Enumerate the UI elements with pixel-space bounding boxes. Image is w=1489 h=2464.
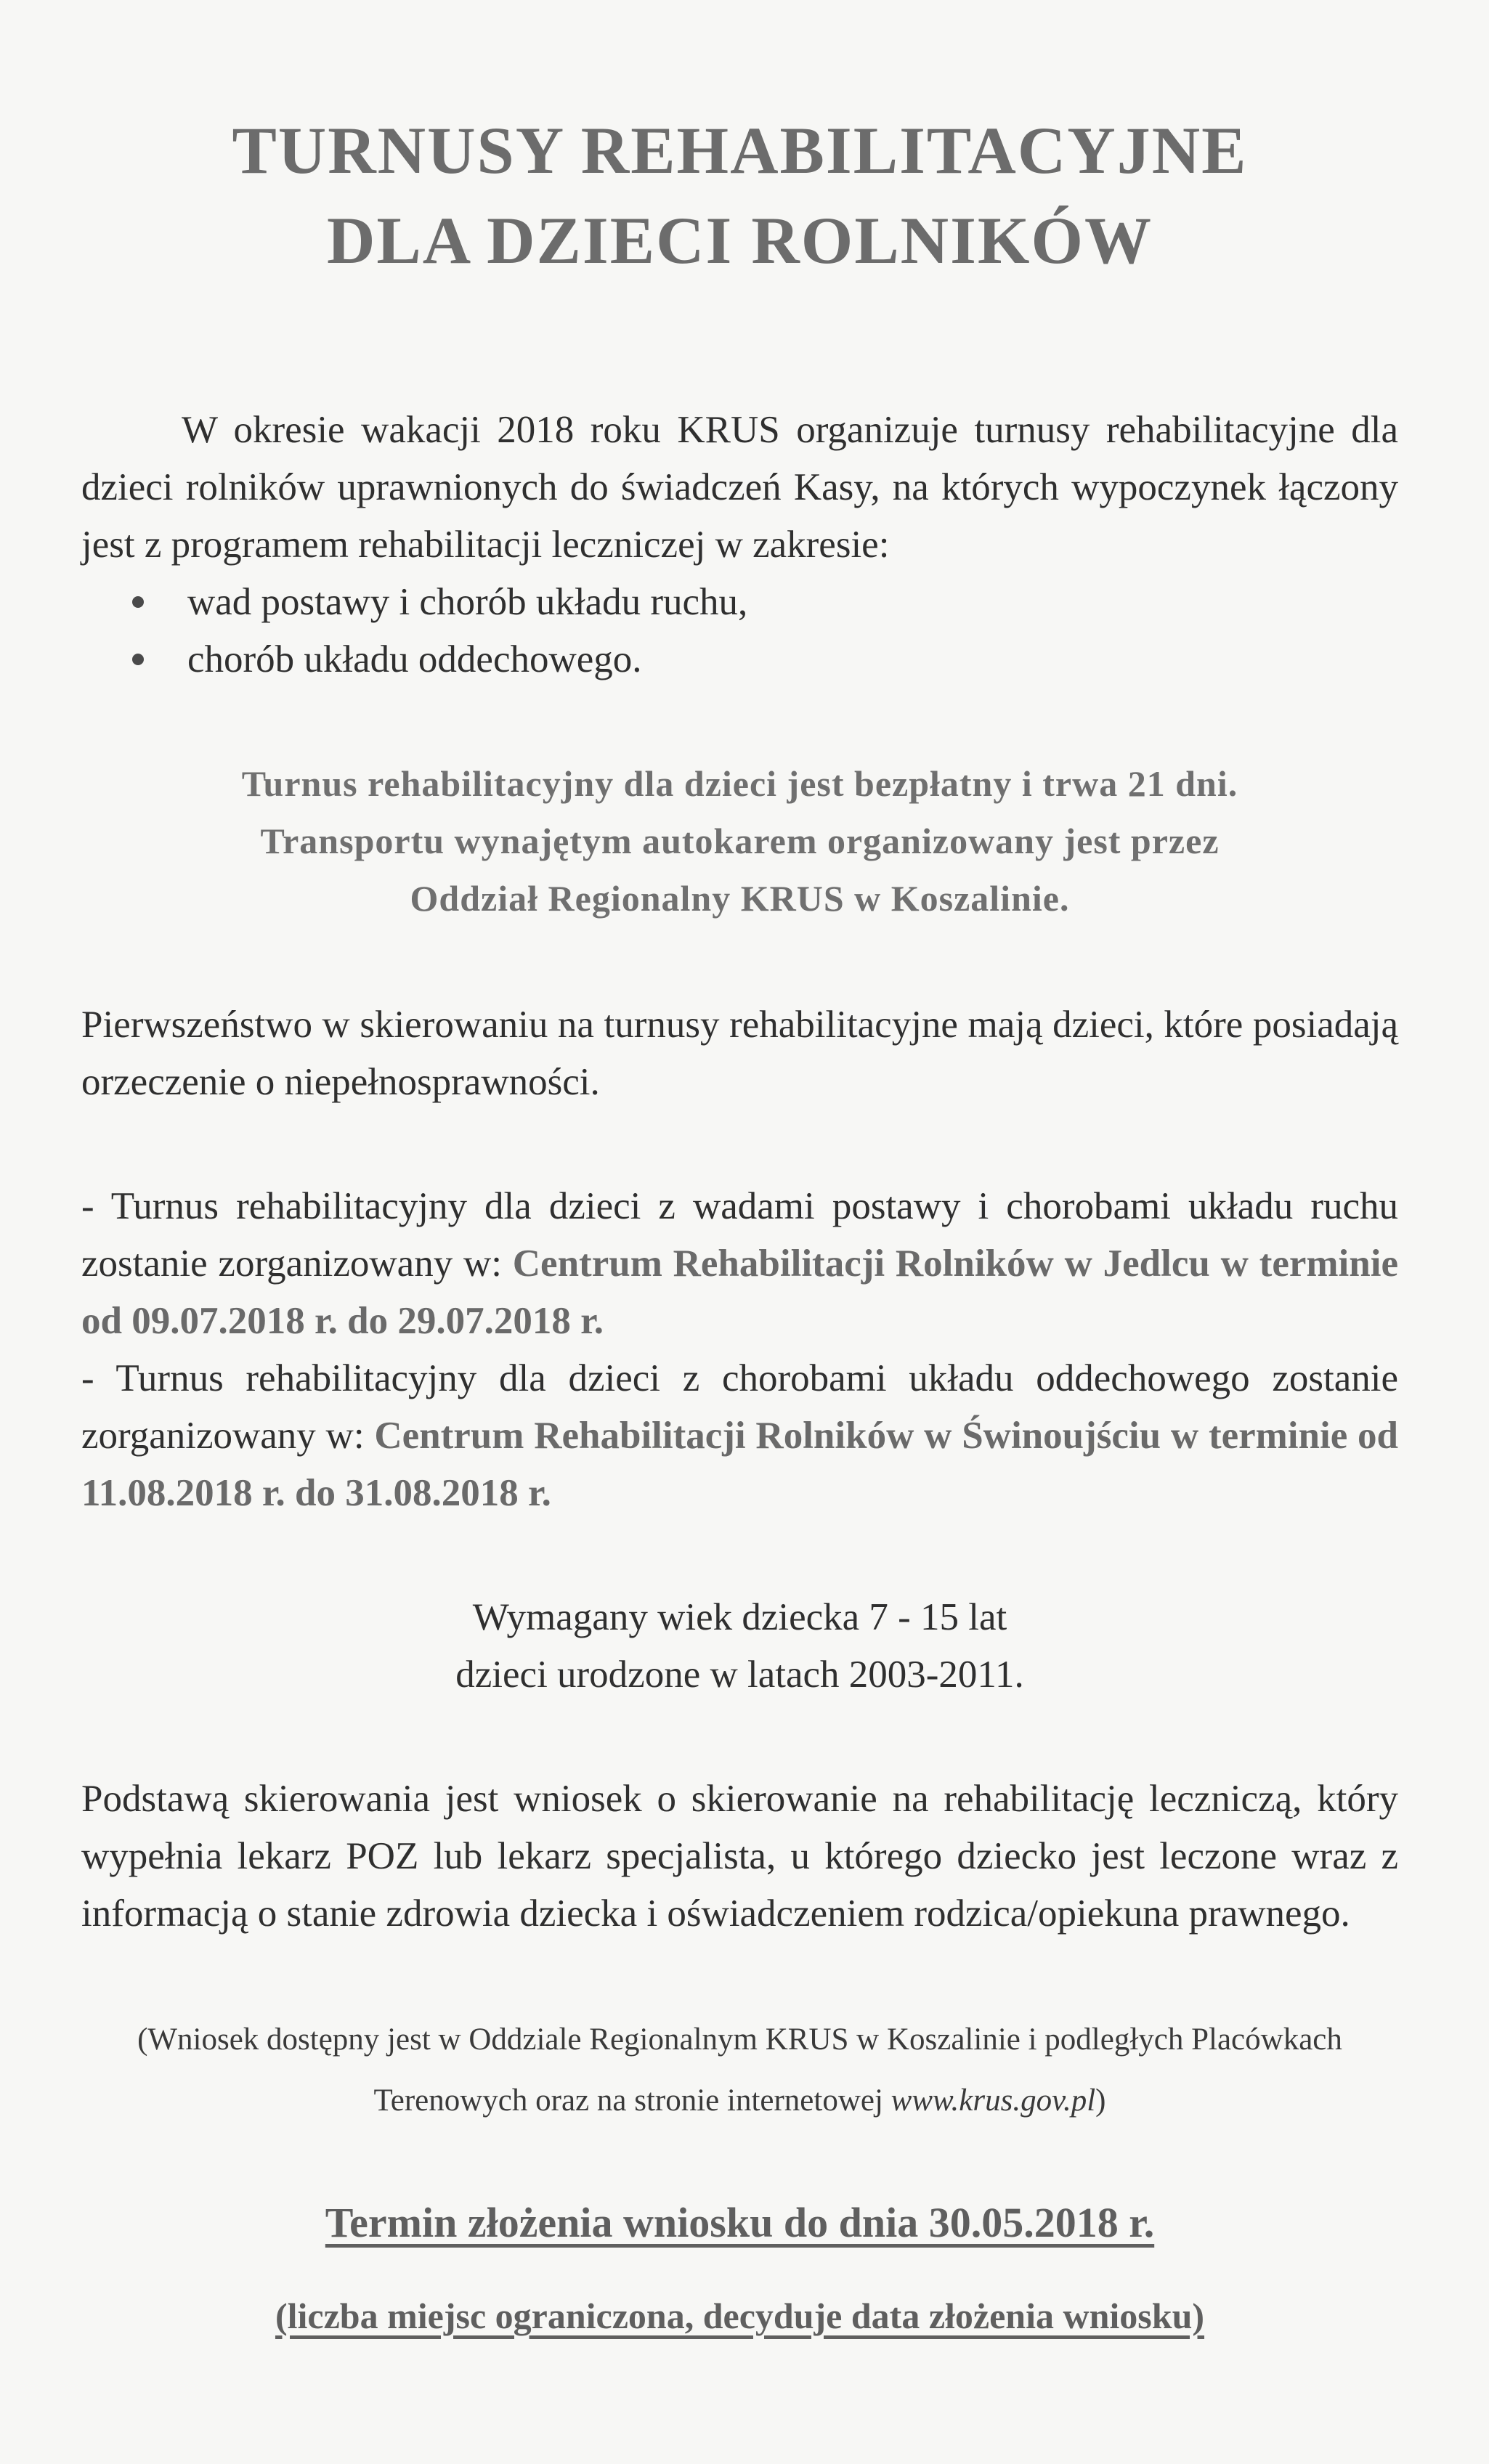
rehab-scope-list	[81, 574, 1398, 688]
bullet-icon	[132, 596, 144, 608]
title-line-2: DLA DZIECI ROLNIKÓW	[326, 203, 1153, 277]
turnus-1-location: Centrum Rehabilitacji Rolników w Jedlcu w terminie od 09.07.2018 r. do 29.07.2018 r.	[81, 1243, 1398, 1342]
age-line-1: Wymagany wiek dziecka 7 - 15 lat	[472, 1596, 1007, 1638]
bullet-icon	[132, 654, 144, 665]
title-line-1: TURNUSY REHABILITACYJNE	[232, 113, 1248, 187]
availability-close: )	[1095, 2083, 1106, 2118]
list-item	[132, 574, 1398, 631]
deadline-notice: Termin złożenia wniosku do dnia 30.05.2018 r.	[325, 2199, 1155, 2246]
highlight-notice	[81, 755, 1398, 927]
document-title	[81, 105, 1398, 285]
intro-paragraph: W okresie wakacji 2018 roku KRUS organizuje turnusy rehabilitacyjne dla dzieci rolników uprawnionych do świadczeń Kasy, na których wypoczynek łączony jest z programem rehabilitacji leczniczej w zakresie:	[81, 409, 1398, 566]
availability-text: (Wniosek dostępny jest w Oddziale Regionalnym KRUS w Koszalinie i podległych Placówkach Terenowych oraz na stronie internetowej	[137, 2022, 1342, 2118]
turnus-2-paragraph	[81, 1350, 1398, 1522]
turnus-1-paragraph	[81, 1178, 1398, 1350]
krus-website-link[interactable]: www.krus.gov.pl	[890, 2083, 1096, 2118]
turnus-1-text: - Turnus rehabilitacyjny dla dzieci z wadami postawy i chorobami układu ruchu zostanie zorganizowany w:	[81, 1185, 1398, 1285]
basis-paragraph: Podstawą skierowania jest wniosek o skierowanie na rehabilitację leczniczą, który wypełnia lekarz POZ lub lekarz specjalista, u którego dziecko jest leczone wraz z informacją o stanie zdrowia dziecka i oświadczeniem rodzica/opiekuna prawnego.	[81, 1778, 1398, 1935]
highlight-line-3: Oddział Regionalny KRUS w Koszalinie.	[410, 878, 1070, 919]
list-item-label: chorób układu oddechowego.	[187, 638, 642, 680]
priority-paragraph: Pierwszeństwo w skierowaniu na turnusy rehabilitacyjne mają dzieci, które posiadają orzeczenie o niepełnosprawności.	[81, 1004, 1398, 1103]
turnus-2-location: Centrum Rehabilitacji Rolników w Świnoujściu w terminie od 11.08.2018 r. do 31.08.2018 r.	[81, 1415, 1398, 1514]
highlight-line-1: Turnus rehabilitacyjny dla dzieci jest bezpłatny i trwa 21 dni.	[241, 763, 1238, 804]
age-line-2: dzieci urodzone w latach 2003-2011.	[455, 1654, 1024, 1696]
list-item-label: wad postawy i chorób układu ruchu,	[187, 581, 748, 623]
turnus-2-text: - Turnus rehabilitacyjny dla dzieci z chorobami układu oddechowego zostanie zorganizowany w:	[81, 1357, 1398, 1457]
age-requirement	[81, 1589, 1398, 1704]
availability-note	[81, 2009, 1398, 2131]
highlight-line-2: Transportu wynajętym autokarem organizowany jest przez	[260, 821, 1220, 861]
deadline-subnote: (liczba miejsc ograniczona, decyduje data złożenia wniosku)	[275, 2296, 1205, 2336]
list-item	[132, 631, 1398, 688]
